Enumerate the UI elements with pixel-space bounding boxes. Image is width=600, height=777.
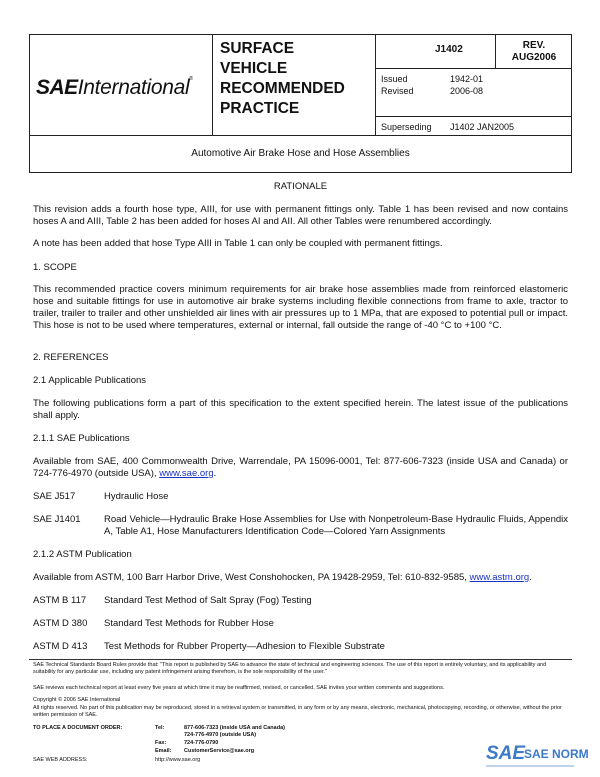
header-divider (375, 68, 571, 69)
reference-code: ASTM B 117 (33, 595, 87, 606)
header-divider (375, 35, 376, 135)
rights-notice: All rights reserved. No part of this publication may be reproduced, stored in a retrieval system or transmitted, in any form or by any means, electronic, mechanical, photocopying, recording, or otherwise, without the prior written permission of SAE. (33, 705, 562, 718)
badge-mark: SAE (486, 743, 526, 764)
sae-norm-logo-icon (486, 740, 589, 772)
revised-label: Revised (381, 86, 414, 96)
fax-value: 724-776-0790 (184, 740, 219, 746)
web-value[interactable]: http://www.sae.org (155, 757, 201, 763)
reference-title: Test Methods for Rubber Property—Adhesion to Flexible Substrate (104, 641, 385, 652)
badge-text: SAE NORM (524, 747, 589, 761)
tel-label: Tel: (155, 725, 165, 731)
document-title: Automotive Air Brake Hose and Hose Assemblies (29, 135, 572, 173)
email-value[interactable]: CustomerService@sae.org (184, 748, 255, 754)
issued-label: Issued (381, 74, 408, 84)
sae-website-link[interactable]: www.sae.org (159, 468, 214, 479)
superseding-label: Superseding (381, 122, 432, 132)
fax-label: Fax: (155, 740, 167, 746)
reference-code: ASTM D 380 (33, 618, 88, 629)
astm-availability-text: Available from ASTM, 100 Barr Harbor Drive, West Conshohocken, PA 19428-2959, Tel: 610-832-9585, www.astm.org. (33, 572, 532, 583)
revised-value: 2006-08 (450, 86, 484, 96)
document-number: J1402 (435, 44, 463, 55)
scope-paragraph: This recommended practice covers minimum requirements for air brake hose assemblies made from reinforced elastomeric hose and suitable fittings for use in automotive air brake systems including flexible connections from frame to axle, tractor to trailer, trailer to trailer and other unshielded air lines with air pressures up to 1 MPa, that are exposed to potential pull or impact. This hose is not to be used where temperatures, external or internal, fall outside the range of -40 °C to +100 °C. (33, 284, 568, 331)
header-divider (212, 35, 213, 135)
applicable-publications-text: The following publications form a part of this specification to the extent specified herein. The latest issue of the publications shall apply. (33, 398, 568, 421)
footer-rules-note: SAE Technical Standards Board Rules provide that: "This report is published by SAE to advance the state of technical and engineering sciences. The use of this report is entirely voluntary, and its applicability and suitability for any particular use, including any patent infringement arising therefrom, is the sole responsibility of the user." (33, 662, 547, 675)
reference-title: Standard Test Method of Salt Spray (Fog) Testing (104, 595, 312, 606)
issued-value: 1942-01 (450, 74, 484, 84)
footer-divider (29, 659, 572, 660)
web-label: SAE WEB ADDRESS: (33, 757, 88, 763)
copyright: Copyright © 2006 SAE International (33, 697, 121, 703)
reference-code: SAE J517 (33, 491, 76, 502)
references-heading: 2. REFERENCES (33, 352, 109, 363)
superseding-value: J1402 JAN2005 (450, 122, 515, 132)
reference-code: SAE J1401 (33, 514, 81, 525)
sae-international-logo: SAEInternational® (36, 76, 194, 99)
reference-title: Standard Test Methods for Rubber Hose (104, 618, 274, 629)
reference-title: Hydraulic Hose (104, 491, 169, 502)
reference-code: ASTM D 413 (33, 641, 88, 652)
email-label: Email: (155, 748, 172, 754)
rationale-paragraph: This revision adds a fourth hose type, AIII, for use with permanent fittings only. Table 1 has been revised and now contains hoses A and AIII, Table 2 has been added for hoses AI and AII. All other Tables were renumbered accordingly. (33, 204, 568, 227)
document-header (29, 34, 572, 136)
tel-value: 877-606-7323 (inside USA and Canada) (184, 725, 285, 731)
revision-label: REV. AUG2006 (511, 40, 557, 63)
astm-website-link[interactable]: www.astm.org (469, 572, 530, 583)
sae-publications-heading: 2.1.1 SAE Publications (33, 433, 130, 444)
scope-heading: 1. SCOPE (33, 262, 77, 273)
header-divider (375, 116, 571, 117)
rationale-heading: RATIONALE (273, 181, 328, 192)
document-type: SURFACE VEHICLE RECOMMENDED PRACTICE (220, 40, 345, 117)
tel-value: 724-776-4970 (outside USA) (184, 732, 257, 738)
astm-publication-heading: 2.1.2 ASTM Publication (33, 549, 132, 560)
applicable-publications-heading: 2.1 Applicable Publications (33, 375, 147, 386)
sae-norm-badge (486, 740, 589, 772)
rationale-note: A note has been added that hose Type AIII in Table 1 can only be coupled with permanent fittings. (33, 238, 443, 249)
order-label: TO PLACE A DOCUMENT ORDER: (33, 725, 123, 731)
sae-availability-text: Available from SAE, 400 Commonwealth Drive, Warrendale, PA 15096-0001, Tel: 877-606-7323 (inside USA and Canada) or 724-776-4970 (outside USA), www.sae.org. (33, 456, 568, 479)
footer-review-note: SAE reviews each technical report at least every five years at which time it may be reaffirmed, revised, or cancelled. SAE invites your written comments and suggestions. (33, 685, 445, 691)
reference-title: Road Vehicle—Hydraulic Brake Hose Assemblies for Use with Nonpetroleum-Base Hydraulic Fluids, Appendix A, Table A1, Hose Manufacturers Identification Code—Colored Yarn Assignments (104, 514, 568, 537)
